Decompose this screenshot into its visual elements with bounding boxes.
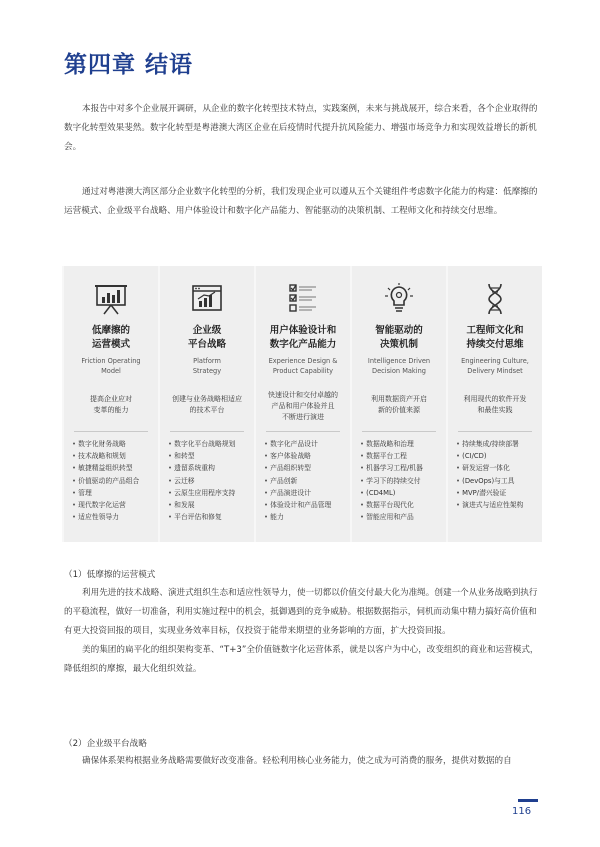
list-item: • 数据平台现代化 <box>360 499 444 511</box>
list-item: • 产品创新 <box>264 475 348 487</box>
column-description: 利用数据资产开启 新的价值来源 <box>371 395 427 414</box>
list-item: • 学习下的持续交付 <box>360 475 444 487</box>
column-title-cn: 用户体验设计和 数字化产品能力 <box>269 325 337 350</box>
browser-chart-icon <box>160 280 254 318</box>
capability-figure <box>62 266 542 542</box>
list-item: • 数字化财务战略 <box>72 438 156 450</box>
column-title-cn: 低摩擦的 运营模式 <box>91 325 130 350</box>
section1-body <box>64 584 542 679</box>
list-item: • 敏捷精益组织转型 <box>72 462 156 474</box>
list-item: • 能力 <box>264 511 348 523</box>
column-description: 利用现代的软件开发 和最佳实践 <box>463 395 527 414</box>
column-description: 提高企业应对 变革的能力 <box>90 395 132 414</box>
list-item: • 研发运营一体化 <box>456 462 540 474</box>
column-title-en: Intelligence Driven Decision Making <box>367 357 431 375</box>
lightbulb-gear-icon <box>352 280 446 318</box>
list-item: • 适应性领导力 <box>72 511 156 523</box>
section-heading-platform-strategy: （2）企业级平台战略 <box>64 739 147 749</box>
list-item: • 持续集成/持续部署 <box>456 438 540 450</box>
list-item: • 遗留系统重构 <box>168 462 252 474</box>
capability-column-intelligence-driven <box>352 266 446 542</box>
column-title-en: Platform Strategy <box>192 357 222 375</box>
list-item: • 现代数字化运营 <box>72 499 156 511</box>
column-divider <box>458 431 532 432</box>
list-item: • 数字化产品设计 <box>264 438 348 450</box>
section2-paragraph-1: 确保体系架构根据业务战略需要做好改变准备。轻松利用核心业务能力，使之成为可消费的服务，提供对数据的自 <box>82 756 512 766</box>
capability-column-platform-strategy <box>160 266 254 542</box>
list-item: • 云迁移 <box>168 475 252 487</box>
list-item: • 产品组织转型 <box>264 462 348 474</box>
column-item-list <box>360 438 444 523</box>
column-divider <box>266 431 340 432</box>
list-item: • 数据平台工程 <box>360 450 444 462</box>
column-description: 快速设计和交付卓越的 产品和用户体验并且 不断进行演进 <box>268 391 338 421</box>
list-item: • 智能应用和产品 <box>360 511 444 523</box>
column-title-en: Friction Operating Model <box>81 357 141 375</box>
section1-paragraph-1: 利用先进的技术战略、演进式组织生态和适应性领导力，使一切都以价值交付最大化为准绳。创建一个从业务战略到执行的平稳流程，做好一切准备，利用实施过程中的机会，抵御遇到的竞争威胁。根据数据指示，伺机而动集中精力搞好高价值和有更大投资回报的项目，实现业务效率目标，仅投资于能带来期望的业务影响的方面，扩大投资回报。 <box>64 588 538 636</box>
column-title-cn: 智能驱动的 决策机制 <box>375 325 423 350</box>
column-item-list <box>72 438 156 523</box>
chapter-title: 第四章 结语 <box>64 52 194 78</box>
column-title-en: Engineering Culture, Delivery Mindset <box>461 357 529 375</box>
column-title-cn: 工程师文化和 持续交付思维 <box>466 325 524 350</box>
list-item: • 和转型 <box>168 450 252 462</box>
intro-paragraph-2: 通过对粤港澳大湾区部分企业数字化转型的分析，我们发现企业可以遵从五个关键组件考虑数字化能力的构建：低摩擦的运营模式、企业级平台战略、用户体验设计和数字化产品能力、智能驱动的决策机制、工程师文化和持续交付思维。 <box>64 187 538 216</box>
column-title-cn: 企业级 平台战略 <box>187 325 226 350</box>
list-item: • 客户体验战略 <box>264 450 348 462</box>
column-divider <box>74 431 148 432</box>
dna-icon <box>448 280 542 318</box>
capability-column-experience-design <box>256 266 350 542</box>
presentation-board-icon <box>64 280 158 318</box>
page-number-bar <box>518 799 538 802</box>
list-item: • (DevOps)与工具 <box>456 475 540 487</box>
list-item: • 数据战略和治理 <box>360 438 444 450</box>
list-item: • 演进式与适应性架构 <box>456 499 540 511</box>
list-item: • 体验设计和产品管理 <box>264 499 348 511</box>
list-item: • 机器学习工程/机器 <box>360 462 444 474</box>
list-item: • 数字化平台战略规划 <box>168 438 252 450</box>
column-item-list <box>456 438 540 511</box>
intro-paragraph-1: 本报告中对多个企业展开调研，从企业的数字化转型技术特点，实践案例，未来与挑战展开，综合来看，各个企业取得的数字化转型效果斐然。数字化转型是粤港澳大湾区企业在后疫情时代提升抗风险能力、增强市场竞争力和实现效益增长的新机会。 <box>64 104 538 152</box>
column-divider <box>170 431 244 432</box>
section2-body <box>64 752 542 771</box>
list-item: • 云原生应用程序支持 <box>168 487 252 499</box>
list-item: • 和发展 <box>168 499 252 511</box>
checklist-icon <box>256 280 350 318</box>
capability-column-engineering-culture <box>448 266 542 542</box>
list-item: • (CI/CD) <box>456 450 540 462</box>
column-divider <box>362 431 436 432</box>
list-item: • 平台评估和修复 <box>168 511 252 523</box>
section1-paragraph-2: 美的集团的扁平化的组织架构变革、“T+3”全价值链数字化运营体系，就是以客户为中心，改变组织的商业和运营模式，降低组织的摩擦，最大化组织效益。 <box>64 645 539 674</box>
page-number: 116 <box>512 806 532 817</box>
column-item-list <box>168 438 252 523</box>
list-item: • 产品演进设计 <box>264 487 348 499</box>
list-item: • 管理 <box>72 487 156 499</box>
section-heading-operating-model: （1）低摩擦的运营模式 <box>64 570 156 580</box>
capability-column-operating-model <box>64 266 158 542</box>
list-item: • 技术战略和规划 <box>72 450 156 462</box>
column-item-list <box>264 438 348 523</box>
list-item: • 价值驱动的产品组合 <box>72 475 156 487</box>
list-item: • MVP/潜兴验证 <box>456 487 540 499</box>
column-description: 创建与业务战略相适应 的技术平台 <box>172 395 242 414</box>
column-title-en: Experience Design & Product Capability <box>268 357 338 375</box>
list-item: • (CD4ML) <box>360 487 444 499</box>
